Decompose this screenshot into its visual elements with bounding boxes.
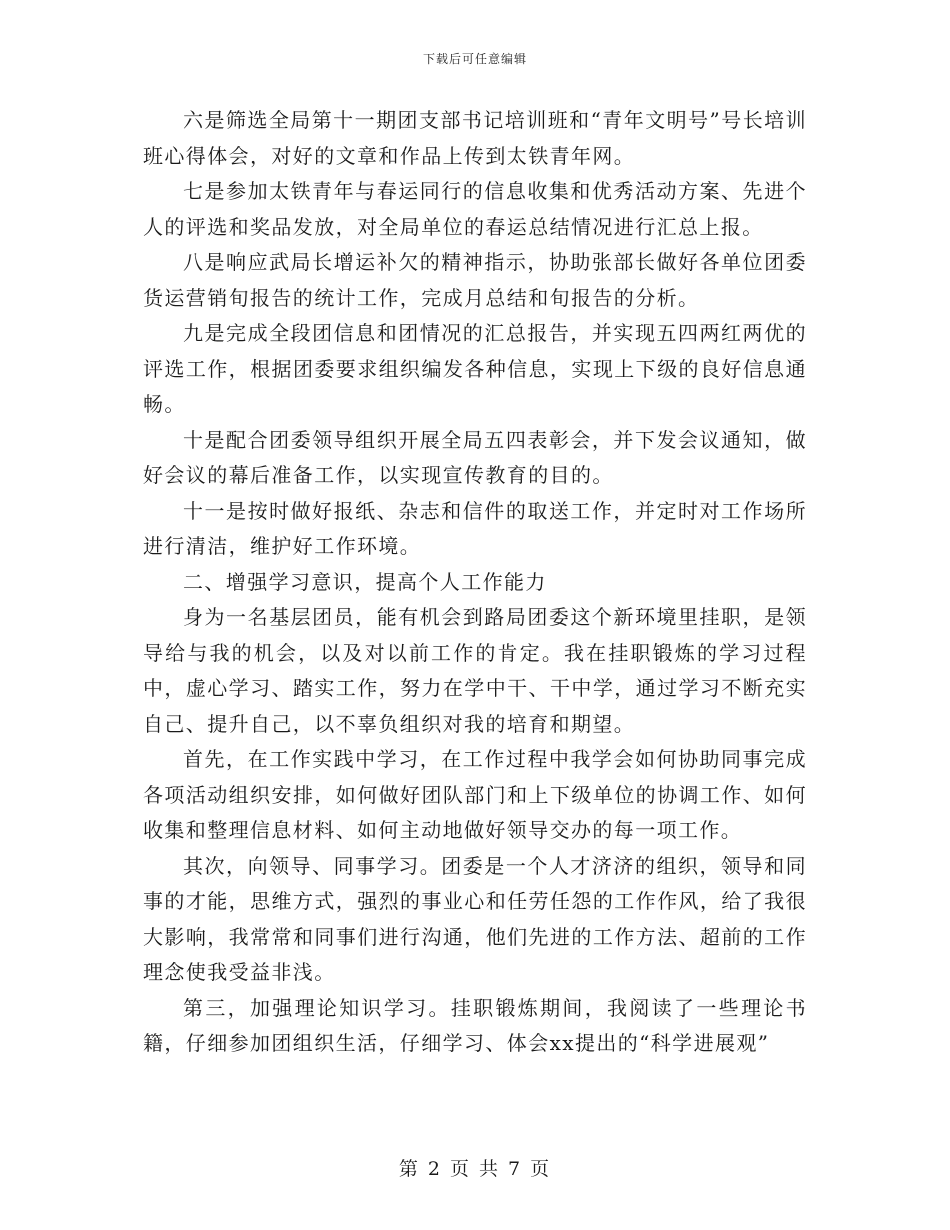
paragraph-item-8: 八是响应武局长增运补欠的精神指示，协助张部长做好各单位团委货运营销旬报告的统计工作，完成月总结和旬报告的分析。 xyxy=(143,250,807,310)
paragraph-item-9: 九是完成全段团信息和团情况的汇总报告，并实现五四两红两优的评选工作，根据团委要求组织编发各种信息，实现上下级的良好信息通畅。 xyxy=(143,321,807,416)
section-heading: 二、增强学习意识，提高个人工作能力 xyxy=(183,569,547,594)
paragraph-item-10: 十是配合团委领导组织开展全局五四表彰会，并下发会议通知，做好会议的幕后准备工作，以实现宣传教育的目的。 xyxy=(143,427,807,487)
paragraph-item-6: 六是筛选全局第十一期团支部书记培训班和“青年文明号”号长培训班心得体会，对好的文章和作品上传到太铁青年网。 xyxy=(143,108,807,168)
paragraph-item-7: 七是参加太铁青年与春运同行的信息收集和优秀活动方案、先进个人的评选和奖品发放，对全局单位的春运总结情况进行汇总上报。 xyxy=(143,179,807,239)
paragraph-third: 第三，加强理论知识学习。挂职锻炼期间，我阅读了一些理论书籍，仔细参加团组织生活，仔细学习、体会xx提出的“科学进展观” xyxy=(143,995,807,1055)
paragraph-item-11: 十一是按时做好报纸、杂志和信件的取送工作，并定时对工作场所进行清洁，维护好工作环境。 xyxy=(143,498,807,558)
document-body xyxy=(143,103,807,1062)
page-number-footer: 第 2 页 共 7 页 xyxy=(398,1158,552,1180)
paragraph-second: 其次，向领导、同事学习。团委是一个人才济济的组织，领导和同事的才能，思维方式，强烈的事业心和任劳任怨的工作作风，给了我很大影响，我常常和同事们进行沟通，他们先进的工作方法、超前的工作理念使我受益非浅。 xyxy=(143,853,807,984)
paragraph-first: 首先，在工作实践中学习，在工作过程中我学会如何协助同事完成各项活动组织安排，如何做好团队部门和上下级单位的协调工作、如何收集和整理信息材料、如何主动地做好领导交办的每一项工作。 xyxy=(143,747,807,842)
paragraph-intro: 身为一名基层团员，能有机会到路局团委这个新环境里挂职，是领导给与我的机会，以及对以前工作的肯定。我在挂职锻炼的学习过程中，虚心学习、踏实工作，努力在学中干、干中学，通过学习不断充实自己、提升自己，以不辜负组织对我的培育和期望。 xyxy=(143,605,807,736)
page-header-note: 下载后可任意编辑 xyxy=(422,52,527,66)
